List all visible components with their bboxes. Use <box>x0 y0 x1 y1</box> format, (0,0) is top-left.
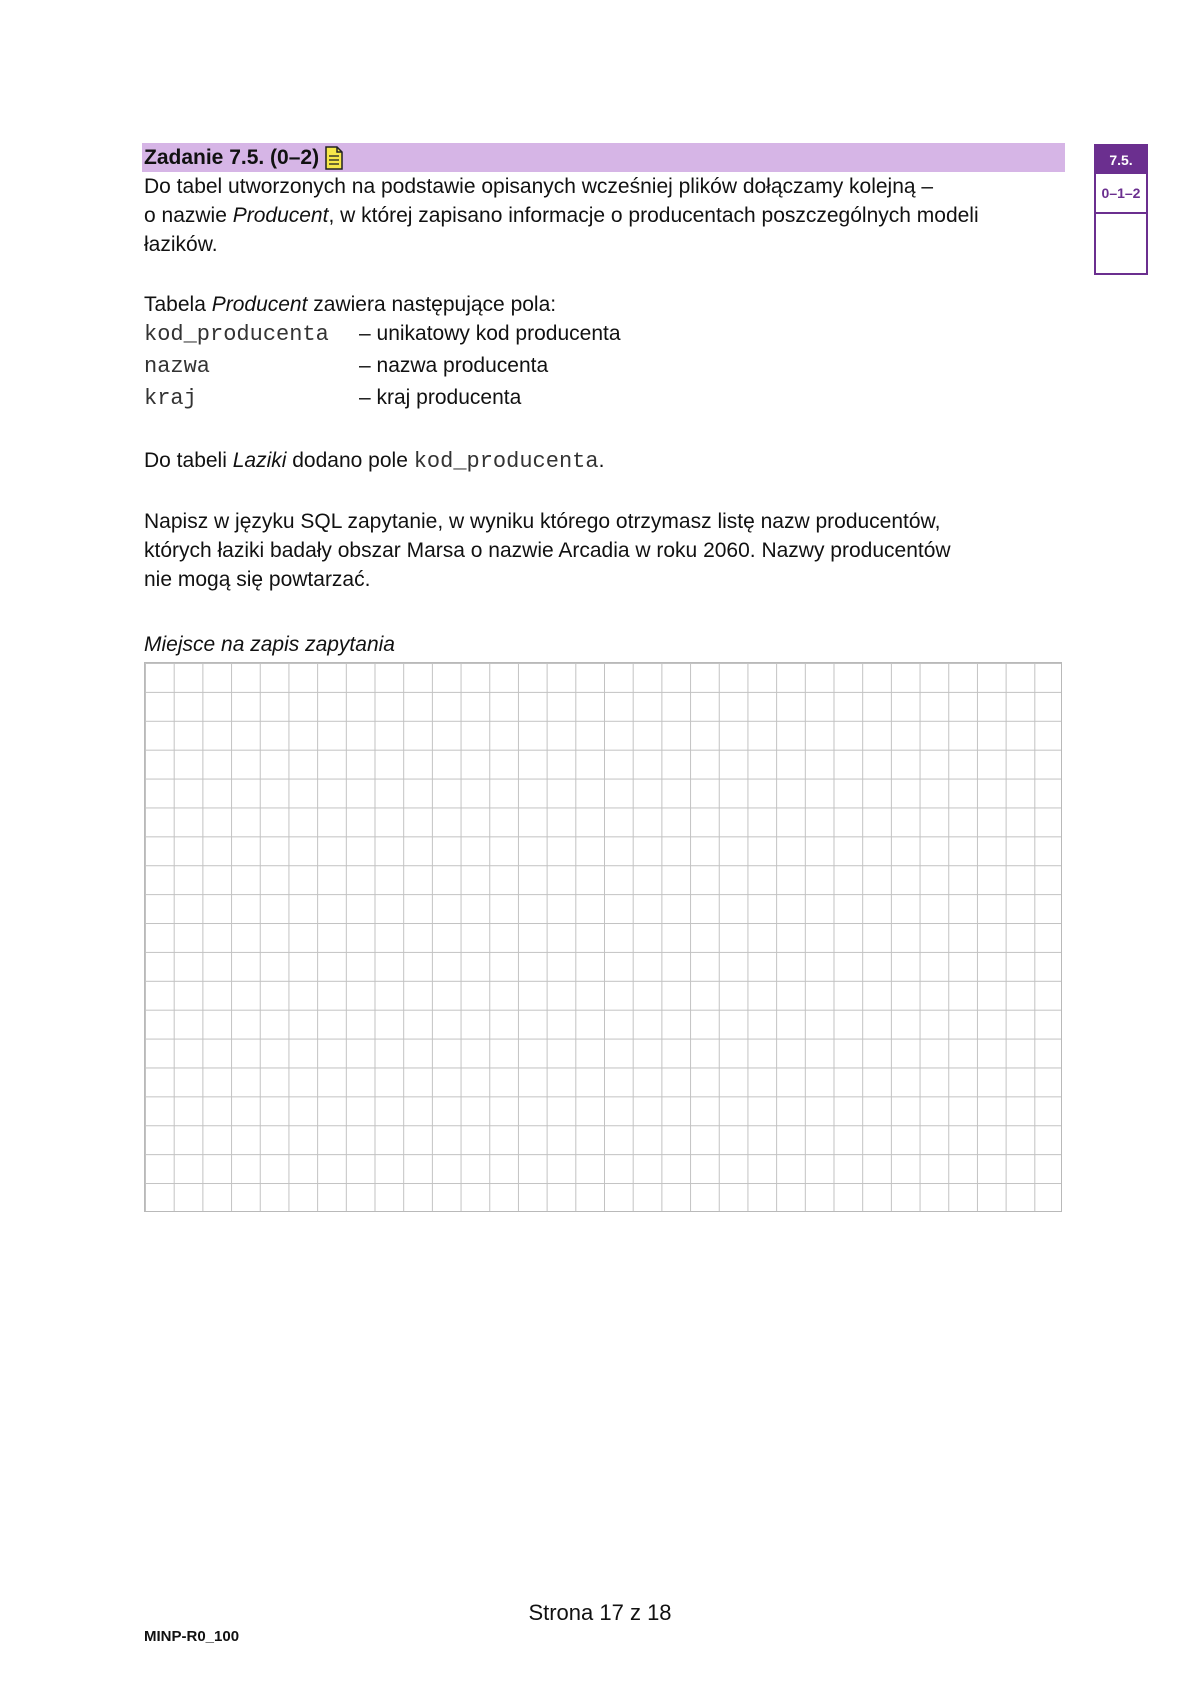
answer-grid[interactable] <box>144 662 1062 1212</box>
table-description: Tabela Producent zawiera następujące pola: <box>144 293 557 316</box>
score-range: 0–1–2 <box>1096 174 1146 214</box>
added-field-sentence: Do tabeli Laziki dodano pole kod_producenta. <box>144 449 605 474</box>
document-code: MINP-R0_100 <box>144 1628 240 1645</box>
intro-line-2: o nazwie Producent, w której zapisano informacje o producentach poszczególnych modeli <box>144 204 979 227</box>
question-paragraph <box>144 507 1044 594</box>
question-line-1: Napisz w języku SQL zapytanie, w wyniku którego otrzymasz listę nazw producentów, <box>144 510 941 533</box>
answer-area-label: Miejsce na zapis zapytania <box>144 633 395 656</box>
field-name: kraj <box>144 385 197 411</box>
score-task-number: 7.5. <box>1096 146 1146 174</box>
field-desc: – unikatowy kod producenta <box>359 322 621 345</box>
field-desc: – kraj producenta <box>359 386 522 409</box>
document-icon <box>325 146 343 170</box>
page-number: Strona 17 z 18 <box>528 1600 672 1625</box>
task-title: Zadanie 7.5. (0–2) <box>144 145 320 169</box>
task-header <box>142 143 1065 172</box>
field-name: kod_producenta <box>144 321 329 347</box>
field-row-nazwa <box>144 350 548 382</box>
field-desc: – nazwa producenta <box>359 354 549 377</box>
question-line-3: nie mogą się powtarzać. <box>144 568 371 591</box>
intro-line-1: Do tabel utworzonych na podstawie opisanych wcześniej plików dołączamy kolejną – <box>144 175 934 198</box>
intro-paragraph <box>144 172 1044 259</box>
intro-line-3: łazików. <box>144 233 218 256</box>
question-line-2: których łaziki badały obszar Marsa o nazwie Arcadia w roku 2060. Nazwy producentów <box>144 539 951 562</box>
field-name: nazwa <box>144 353 211 379</box>
field-row-kod-producenta <box>144 318 621 350</box>
score-box <box>1094 144 1148 275</box>
field-row-kraj <box>144 382 521 414</box>
